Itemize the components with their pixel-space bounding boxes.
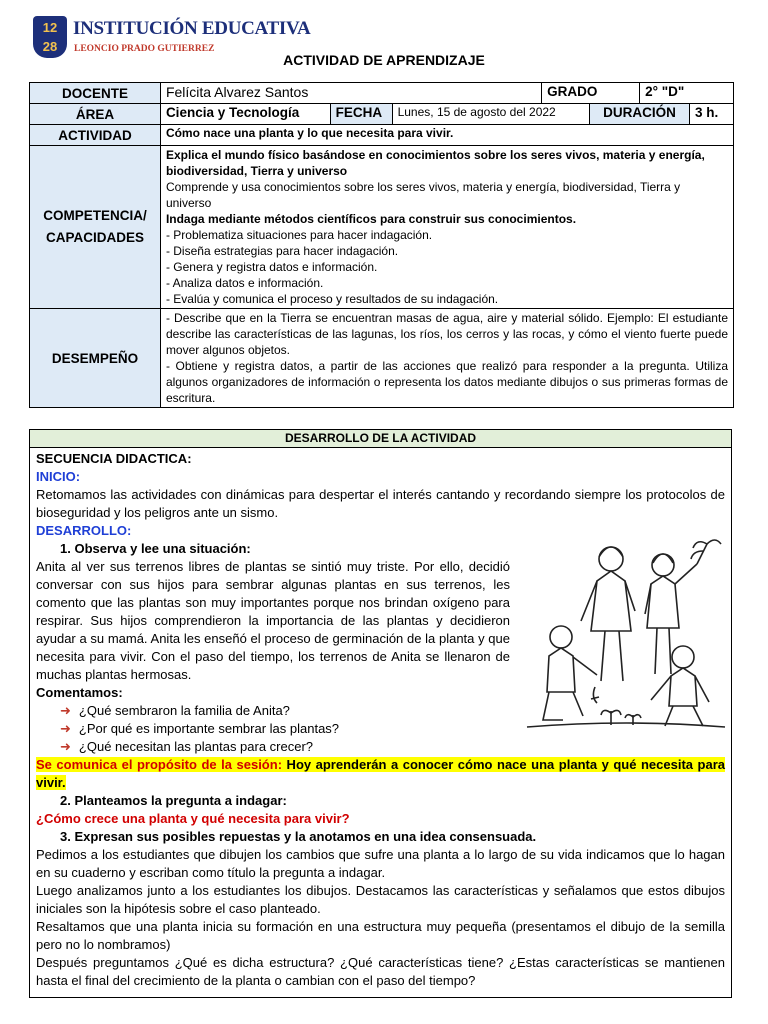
actividad-label: ACTIVIDAD bbox=[30, 125, 161, 146]
comentamos-heading: Comentamos: bbox=[36, 685, 123, 700]
arrow-bullet-icon: ➜ bbox=[60, 721, 71, 736]
question-item: ➜ ¿Qué necesitan las plantas para crecer? bbox=[60, 739, 314, 754]
arrow-bullet-icon: ➜ bbox=[60, 739, 71, 754]
story-text: Anita al ver sus terrenos libres de plantas se sintió muy triste. Por ello, decidió conversar con sus hijos para sembrar algunas plantas en sus terrenos, les comento que las plantas son muy importantes porque nos brindan oxígeno para respirar. Sus hijos comprendieron la importancia de las plantas y decidieron ayudar a su mamá. Anita les enseñó el proceso de germinación de la planta y que necesita para vivir. Con el paso del tiempo, los terrenos de Anita se llenaron de muchas plantas hermosas. bbox=[36, 559, 510, 682]
family-planting-illustration bbox=[523, 537, 729, 735]
arrow-bullet-icon: ➜ bbox=[60, 703, 71, 718]
desarrollo-heading: DESARROLLO: bbox=[36, 523, 132, 538]
development-header: DESARROLLO DE LA ACTIVIDAD bbox=[30, 430, 731, 448]
area-label: ÁREA bbox=[30, 104, 161, 125]
competencia-label: COMPETENCIA/ CAPACIDADES bbox=[30, 146, 161, 309]
proposito: Se comunica el propósito de la sesión: Hoy aprenderán a conocer cómo nace una planta y qué necesita para vivir. bbox=[36, 757, 725, 790]
fecha-value: Lunes, 15 de agosto del 2022 bbox=[392, 104, 590, 125]
duracion-label: DURACIÓN bbox=[590, 104, 690, 125]
docente-value: Felícita Alvarez Santos bbox=[160, 83, 541, 104]
paragraph: Resaltamos que una planta inicia su formación en una estructura muy pequeña (presentamos el dibujo de la semilla pero no lo nombramos) bbox=[36, 919, 725, 952]
document-title: ACTIVIDAD DE APRENDIZAJE bbox=[283, 52, 485, 68]
step-2: 2. Planteamos la pregunta a indagar: bbox=[60, 793, 287, 808]
grado-value: 2° "D" bbox=[640, 83, 734, 104]
school-name: INSTITUCIÓN EDUCATIVA bbox=[73, 18, 311, 39]
duracion-value: 3 h. bbox=[690, 104, 734, 125]
desempeno-value: - Describe que en la Tierra se encuentran masas de agua, aire y material sólido. Ejemplo: El estudiante describe las características de las lagunas, los ríos, los cerros y las rocas, y cómo el viento fuerte puede mover algunos objetos. - Obtiene y registra datos, a partir de las acciones que realizó para responder a la pregunta. Utiliza algunos organizadores de información o representa los datos mediante dibujos o sus primeras formas de escritura. bbox=[160, 309, 733, 408]
step-1: 1. Observa y lee una situación: bbox=[60, 541, 251, 556]
paragraph: Luego analizamos junto a los estudiantes los dibujos. Destacamos las características y señalamos que estos dibujos iniciales son la hipótesis sobre el caso planteado. bbox=[36, 883, 725, 916]
paragraph: Después preguntamos ¿Qué es dicha estructura? ¿Qué características tiene? ¿Estas características se mantienen hasta el final del crecimiento de la planta o cambian con el paso del tiempo? bbox=[36, 955, 725, 988]
actividad-value: Cómo nace una planta y lo que necesita para vivir. bbox=[160, 125, 733, 146]
inicio-heading: INICIO: bbox=[36, 469, 81, 484]
desempeno-label: DESEMPEÑO bbox=[30, 309, 161, 408]
paragraph: Pedimos a los estudiantes que dibujen los cambios que sufre una planta a lo largo de su vida indicamos que lo hagan en su cuaderno y escriban como título la pregunta a indagar. bbox=[36, 847, 725, 880]
logo-badge: 12 28 bbox=[33, 16, 67, 58]
development-section bbox=[29, 429, 732, 998]
fecha-label: FECHA bbox=[330, 104, 392, 125]
step-3: 3. Expresan sus posibles repuestas y la anotamos en una idea consensuada. bbox=[60, 829, 537, 844]
area-value: Ciencia y Tecnología bbox=[160, 104, 330, 125]
grado-label: GRADO bbox=[542, 83, 640, 104]
info-table bbox=[29, 82, 734, 408]
inicio-text: Retomamos las actividades con dinámicas para despertar el interés cantando y recordando siempre los protocolos de bioseguridad y los peligros ante un sismo. bbox=[36, 487, 725, 520]
docente-label: DOCENTE bbox=[30, 83, 161, 104]
school-subname: LEONCIO PRADO GUTIERREZ bbox=[74, 44, 215, 54]
question-item: ➜ ¿Qué sembraron la familia de Anita? bbox=[60, 703, 290, 718]
secuencia-heading: SECUENCIA DIDACTICA: bbox=[36, 451, 192, 466]
pregunta-indagar: ¿Cómo crece una planta y qué necesita para vivir? bbox=[36, 811, 350, 826]
question-item: ➜ ¿Por qué es importante sembrar las plantas? bbox=[60, 721, 340, 736]
competencia-value: Explica el mundo físico basándose en conocimientos sobre los seres vivos, materia y energía, biodiversidad, Tierra y universo Comprende y usa conocimientos sobre los seres vivos, materia y energía, biodiversidad, Tierra y universo Indaga mediante métodos científicos para construir sus conocimientos. - Problematiza situaciones para hacer indagación. - Diseña estrategias para hacer indagación. - Genera y registra datos e información. - Analiza datos e información. - Evalúa y comunica el proceso y resultados de su indagación. bbox=[160, 146, 733, 309]
